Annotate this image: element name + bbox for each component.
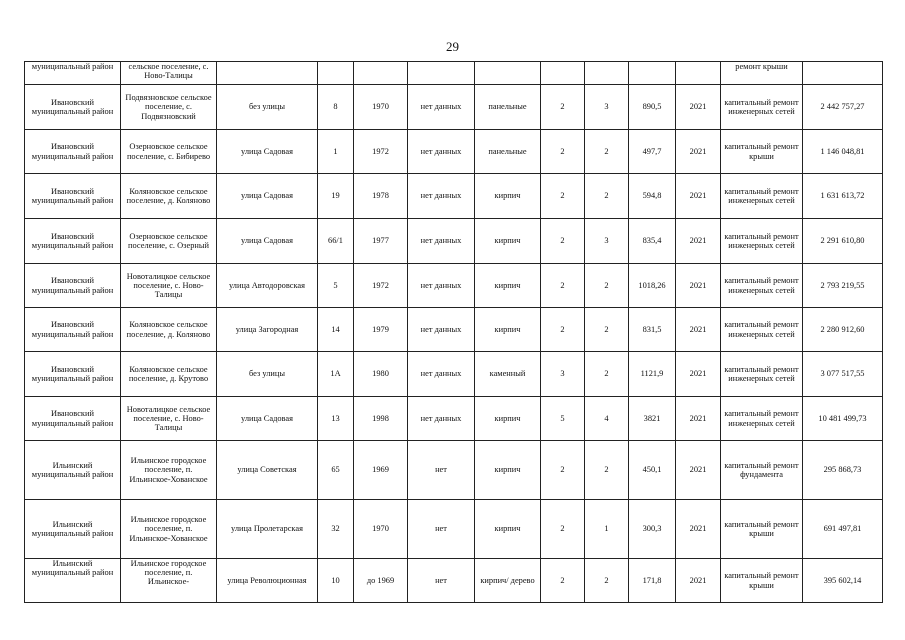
cell-house-number: 19 [318, 174, 354, 219]
cell-year-renovated: нет данных [408, 397, 475, 441]
cell-area: 1121,9 [629, 352, 676, 397]
cell-entrances: 1 [585, 500, 629, 559]
cell-year-built: 1978 [354, 174, 408, 219]
cell-floors: 2 [541, 308, 585, 352]
cell-entrances [585, 62, 629, 85]
cell-work-type: капитальный ремонт инженерных сетей [721, 85, 803, 130]
cell-cost: 10 481 499,73 [803, 397, 883, 441]
cell-year-built: 1980 [354, 352, 408, 397]
cell-district: Ивановский муниципальный район [25, 308, 121, 352]
cell-plan-year: 2021 [676, 219, 721, 264]
cell-area [629, 62, 676, 85]
cell-year-renovated: нет [408, 500, 475, 559]
table-row [25, 85, 883, 130]
cell-wall-material: панельные [475, 85, 541, 130]
cell-district: Ивановский муниципальный район [25, 352, 121, 397]
cell-street: без улицы [217, 85, 318, 130]
cell-street [217, 62, 318, 85]
cell-cost [803, 62, 883, 85]
cell-street: улица Садовая [217, 219, 318, 264]
housing-repair-table [24, 61, 883, 603]
cell-plan-year: 2021 [676, 85, 721, 130]
cell-year-renovated: нет [408, 441, 475, 500]
cell-year-built: до 1969 [354, 559, 408, 603]
cell-year-built: 1998 [354, 397, 408, 441]
table-row [25, 130, 883, 174]
cell-year-built: 1979 [354, 308, 408, 352]
cell-plan-year: 2021 [676, 441, 721, 500]
cell-entrances: 2 [585, 441, 629, 500]
cell-floors: 3 [541, 352, 585, 397]
cell-house-number: 65 [318, 441, 354, 500]
cell-district: Ивановский муниципальный район [25, 174, 121, 219]
cell-work-type: капитальный ремонт инженерных сетей [721, 174, 803, 219]
cell-plan-year: 2021 [676, 264, 721, 308]
cell-work-type: ремонт крыши [721, 62, 803, 85]
cell-street: улица Садовая [217, 397, 318, 441]
cell-wall-material: кирпич [475, 308, 541, 352]
cell-year-renovated: нет данных [408, 174, 475, 219]
cell-area: 831,5 [629, 308, 676, 352]
cell-floors: 2 [541, 264, 585, 308]
table-row [25, 264, 883, 308]
cell-wall-material: панельные [475, 130, 541, 174]
cell-district: Ивановский муниципальный район [25, 264, 121, 308]
cell-district: Ивановский муниципальный район [25, 397, 121, 441]
cell-house-number: 10 [318, 559, 354, 603]
cell-year-renovated: нет данных [408, 219, 475, 264]
cell-entrances: 3 [585, 85, 629, 130]
cell-floors [541, 62, 585, 85]
table-row [25, 500, 883, 559]
cell-district: Ивановский муниципальный район [25, 219, 121, 264]
cell-wall-material: кирпич [475, 397, 541, 441]
cell-district: Ивановский муниципальный район [25, 85, 121, 130]
cell-house-number: 66/1 [318, 219, 354, 264]
cell-floors: 2 [541, 219, 585, 264]
cell-street: улица Автодоровская [217, 264, 318, 308]
cell-wall-material: кирпич [475, 264, 541, 308]
cell-year-renovated: нет данных [408, 264, 475, 308]
cell-plan-year: 2021 [676, 308, 721, 352]
cell-area: 835,4 [629, 219, 676, 264]
cell-year-built [354, 62, 408, 85]
cell-floors: 2 [541, 559, 585, 603]
cell-wall-material: кирпич/ дерево [475, 559, 541, 603]
cell-street: без улицы [217, 352, 318, 397]
cell-cost: 2 280 912,60 [803, 308, 883, 352]
cell-street: улица Загородная [217, 308, 318, 352]
table-row [25, 308, 883, 352]
cell-settlement: Новоталицкое сельское поселение, с. Ново-Талицы [121, 397, 217, 441]
cell-year-renovated: нет данных [408, 308, 475, 352]
cell-cost: 295 868,73 [803, 441, 883, 500]
cell-house-number: 5 [318, 264, 354, 308]
cell-settlement: Подвязновское сельское поселение, с. Подвязновский [121, 85, 217, 130]
cell-settlement: Ильинское городское поселение, п. Ильинское-Хованское [121, 441, 217, 500]
cell-cost: 1 146 048,81 [803, 130, 883, 174]
cell-area: 497,7 [629, 130, 676, 174]
cell-plan-year: 2021 [676, 500, 721, 559]
cell-work-type: капитальный ремонт инженерных сетей [721, 308, 803, 352]
cell-house-number: 1 [318, 130, 354, 174]
cell-entrances: 2 [585, 174, 629, 219]
cell-year-renovated: нет данных [408, 352, 475, 397]
cell-area: 3821 [629, 397, 676, 441]
cell-street: улица Советская [217, 441, 318, 500]
cell-cost: 2 291 610,80 [803, 219, 883, 264]
cell-settlement: Коляновское сельское поселение, д. Крутово [121, 352, 217, 397]
cell-district: Ильинский муниципальный район [25, 500, 121, 559]
cell-cost: 1 631 613,72 [803, 174, 883, 219]
cell-year-renovated: нет [408, 559, 475, 603]
cell-area: 594,8 [629, 174, 676, 219]
cell-floors: 2 [541, 85, 585, 130]
cell-street: улица Революционная [217, 559, 318, 603]
cell-plan-year: 2021 [676, 559, 721, 603]
cell-settlement: Озерновское сельское поселение, с. Бибирево [121, 130, 217, 174]
cell-area: 450,1 [629, 441, 676, 500]
table-row [25, 441, 883, 500]
cell-cost: 395 602,14 [803, 559, 883, 603]
table-row [25, 397, 883, 441]
cell-year-built: 1977 [354, 219, 408, 264]
cell-entrances: 2 [585, 308, 629, 352]
cell-wall-material: кирпич [475, 500, 541, 559]
cell-area: 890,5 [629, 85, 676, 130]
cell-year-renovated: нет данных [408, 85, 475, 130]
cell-year-built: 1970 [354, 500, 408, 559]
cell-house-number: 8 [318, 85, 354, 130]
cell-work-type: капитальный ремонт крыши [721, 500, 803, 559]
cell-floors: 2 [541, 500, 585, 559]
cell-plan-year [676, 62, 721, 85]
cell-year-renovated [408, 62, 475, 85]
cell-settlement: Коляновское сельское поселение, д. Коляново [121, 174, 217, 219]
cell-work-type: капитальный ремонт крыши [721, 559, 803, 603]
cell-plan-year: 2021 [676, 397, 721, 441]
table-row [25, 352, 883, 397]
cell-plan-year: 2021 [676, 352, 721, 397]
cell-plan-year: 2021 [676, 130, 721, 174]
cell-house-number: 32 [318, 500, 354, 559]
cell-cost: 2 442 757,27 [803, 85, 883, 130]
cell-house-number: 14 [318, 308, 354, 352]
cell-work-type: капитальный ремонт инженерных сетей [721, 264, 803, 308]
table-row [25, 559, 883, 603]
cell-work-type: капитальный ремонт инженерных сетей [721, 397, 803, 441]
cell-entrances: 2 [585, 352, 629, 397]
cell-work-type: капитальный ремонт инженерных сетей [721, 352, 803, 397]
cell-street: улица Садовая [217, 130, 318, 174]
cell-plan-year: 2021 [676, 174, 721, 219]
table-row [25, 219, 883, 264]
cell-settlement: Озерновское сельское поселение, с. Озерный [121, 219, 217, 264]
table-row [25, 174, 883, 219]
cell-area: 1018,26 [629, 264, 676, 308]
cell-year-built: 1969 [354, 441, 408, 500]
cell-wall-material [475, 62, 541, 85]
cell-area: 171,8 [629, 559, 676, 603]
cell-year-built: 1972 [354, 130, 408, 174]
cell-entrances: 4 [585, 397, 629, 441]
cell-house-number: 13 [318, 397, 354, 441]
cell-settlement: Новоталицкое сельское поселение, с. Ново-Талицы [121, 264, 217, 308]
cell-work-type: капитальный ремонт фундамента [721, 441, 803, 500]
cell-cost: 3 077 517,55 [803, 352, 883, 397]
cell-house-number: 1А [318, 352, 354, 397]
cell-work-type: капитальный ремонт инженерных сетей [721, 219, 803, 264]
cell-floors: 2 [541, 130, 585, 174]
cell-year-built: 1970 [354, 85, 408, 130]
cell-cost: 691 497,81 [803, 500, 883, 559]
cell-district: Ивановский муниципальный район [25, 130, 121, 174]
cell-street: улица Пролетарская [217, 500, 318, 559]
cell-year-renovated: нет данных [408, 130, 475, 174]
cell-entrances: 2 [585, 264, 629, 308]
page-number: 29 [446, 39, 459, 54]
cell-settlement: Ильинское городское поселение, п. Ильинское- [121, 559, 217, 603]
cell-wall-material: кирпич [475, 174, 541, 219]
cell-area: 300,3 [629, 500, 676, 559]
cell-floors: 2 [541, 441, 585, 500]
cell-entrances: 2 [585, 130, 629, 174]
cell-district: Ильинский муниципальный район [25, 559, 121, 603]
cell-floors: 5 [541, 397, 585, 441]
cell-district: муниципальный район [25, 62, 121, 85]
table-row [25, 62, 883, 85]
cell-work-type: капитальный ремонт крыши [721, 130, 803, 174]
cell-wall-material: кирпич [475, 219, 541, 264]
cell-house-number [318, 62, 354, 85]
cell-floors: 2 [541, 174, 585, 219]
cell-settlement: Ильинское городское поселение, п. Ильинское-Хованское [121, 500, 217, 559]
cell-wall-material: кирпич [475, 441, 541, 500]
cell-entrances: 2 [585, 559, 629, 603]
cell-settlement: Коляновское сельское поселение, д. Коляново [121, 308, 217, 352]
cell-district: Ильинский муниципальный район [25, 441, 121, 500]
cell-settlement: сельское поселение, с. Ново-Талицы [121, 62, 217, 85]
cell-year-built: 1972 [354, 264, 408, 308]
cell-entrances: 3 [585, 219, 629, 264]
cell-cost: 2 793 219,55 [803, 264, 883, 308]
cell-wall-material: каменный [475, 352, 541, 397]
cell-street: улица Садовая [217, 174, 318, 219]
